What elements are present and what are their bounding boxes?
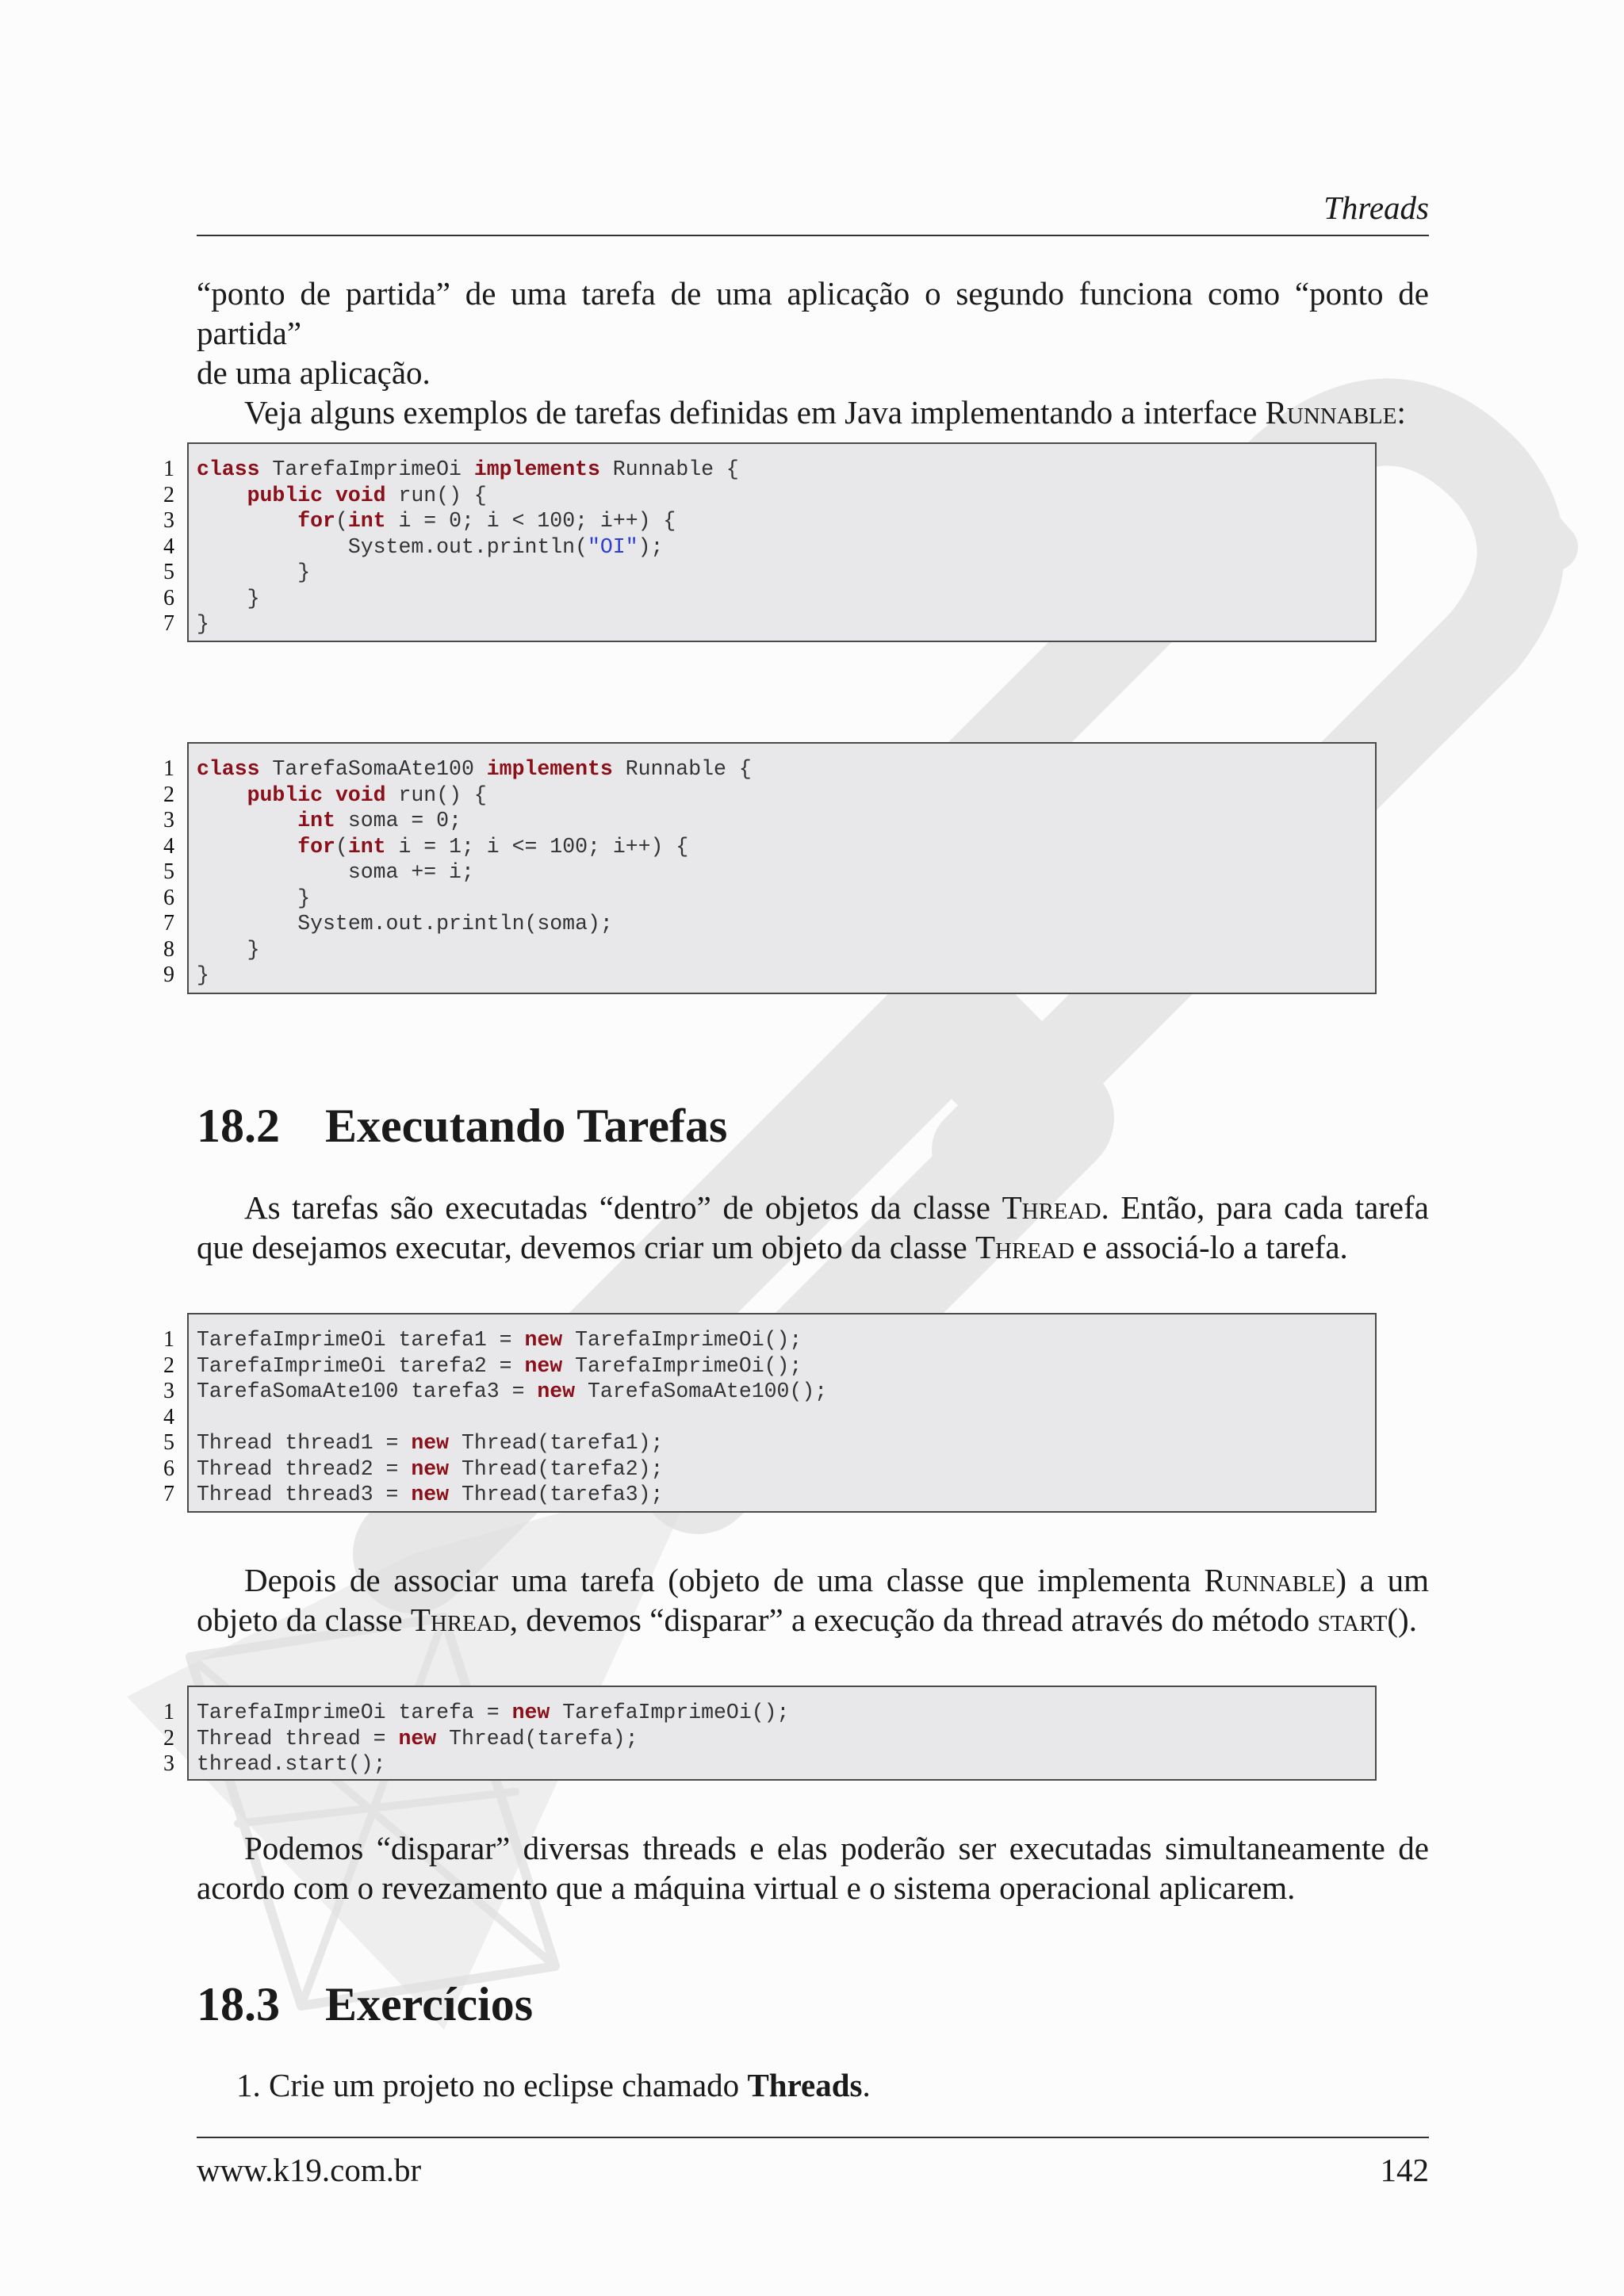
code-text: class TarefaSomaAte100 implements Runnable { public void run() { int soma = 0; for(int i = 1; i <= 100; i++) { soma += i; } System.out.println(soma); } } <box>197 757 752 987</box>
section-heading-18-2: 18.2 Executando Tarefas <box>197 1100 728 1152</box>
page-number: 142 <box>1380 2152 1429 2188</box>
code-text: class TarefaImprimeOi implements Runnable { public void run() { for(int i = 0; i < 100; i++) { System.out.println("OI"); } } } <box>197 457 739 636</box>
code-box <box>187 742 1377 994</box>
line-numbers: 1 2 3 <box>163 1700 174 1776</box>
intro-line-2: de uma aplicação. <box>197 354 431 391</box>
line-numbers: 1 2 3 4 5 6 7 <box>163 457 174 636</box>
intro-line-1: “ponto de partida” de uma tarefa de uma aplicação o segundo funciona como “ponto de partida” <box>197 275 1429 351</box>
line-numbers: 1 2 3 4 5 6 7 <box>163 1327 174 1506</box>
code-text: TarefaImprimeOi tarefa = new TarefaImprimeOi(); Thread thread = new Thread(tarefa); thread.start(); <box>197 1701 790 1776</box>
paragraph-thread-objects: As tarefas são executadas “dentro” de objetos da classe Thread. Então, para cada tarefa que desejamos executar, devemos criar um objeto da classe Thread e associá-lo a tarefa. <box>197 1189 1429 1265</box>
project-name: Threads <box>747 2067 863 2103</box>
code-box <box>187 1686 1377 1781</box>
footer-rule <box>197 2137 1429 2138</box>
code-text: TarefaImprimeOi tarefa1 = new TarefaImprimeOi(); TarefaImprimeOi tarefa2 = new TarefaImprimeOi(); TarefaSomaAte100 tarefa3 = new TarefaSomaAte100(); Thread thread1 = new Thread(tarefa1); Thread thread2 = new Thread(tarefa2); Thread thread3 = new Thread(tarefa3); <box>197 1328 828 1506</box>
intro-paragraph <box>197 274 1429 432</box>
section-heading-18-3: 18.3 Exercícios <box>197 1978 534 2030</box>
paragraph-start-method: Depois de associar uma tarefa (objeto de uma classe que implementa Runnable) a um objeto da classe Thread, devemos “disparar” a execução da thread através do método start(). <box>197 1562 1430 1638</box>
line-numbers: 1 2 3 4 5 6 7 8 9 <box>163 756 174 987</box>
running-head: Threads <box>1323 189 1429 226</box>
footer-url: www.k19.com.br <box>197 2152 422 2188</box>
code-box <box>187 442 1377 642</box>
runnable-term: Runnable <box>1265 394 1397 430</box>
examples-lead: Veja alguns exemplos de tarefas definidas em Java implementando a interface Runnable: <box>244 394 1406 430</box>
header-rule <box>197 235 1429 236</box>
exercise-item-1: 1. Crie um projeto no eclipse chamado Threads. <box>236 2067 871 2103</box>
paragraph-multiple-threads: Podemos “disparar” diversas threads e elas poderão ser executadas simultaneamente de acordo com o revezamento que a máquina virtual e o sistema operacional aplicarem. <box>197 1830 1429 1906</box>
code-box <box>187 1313 1377 1513</box>
